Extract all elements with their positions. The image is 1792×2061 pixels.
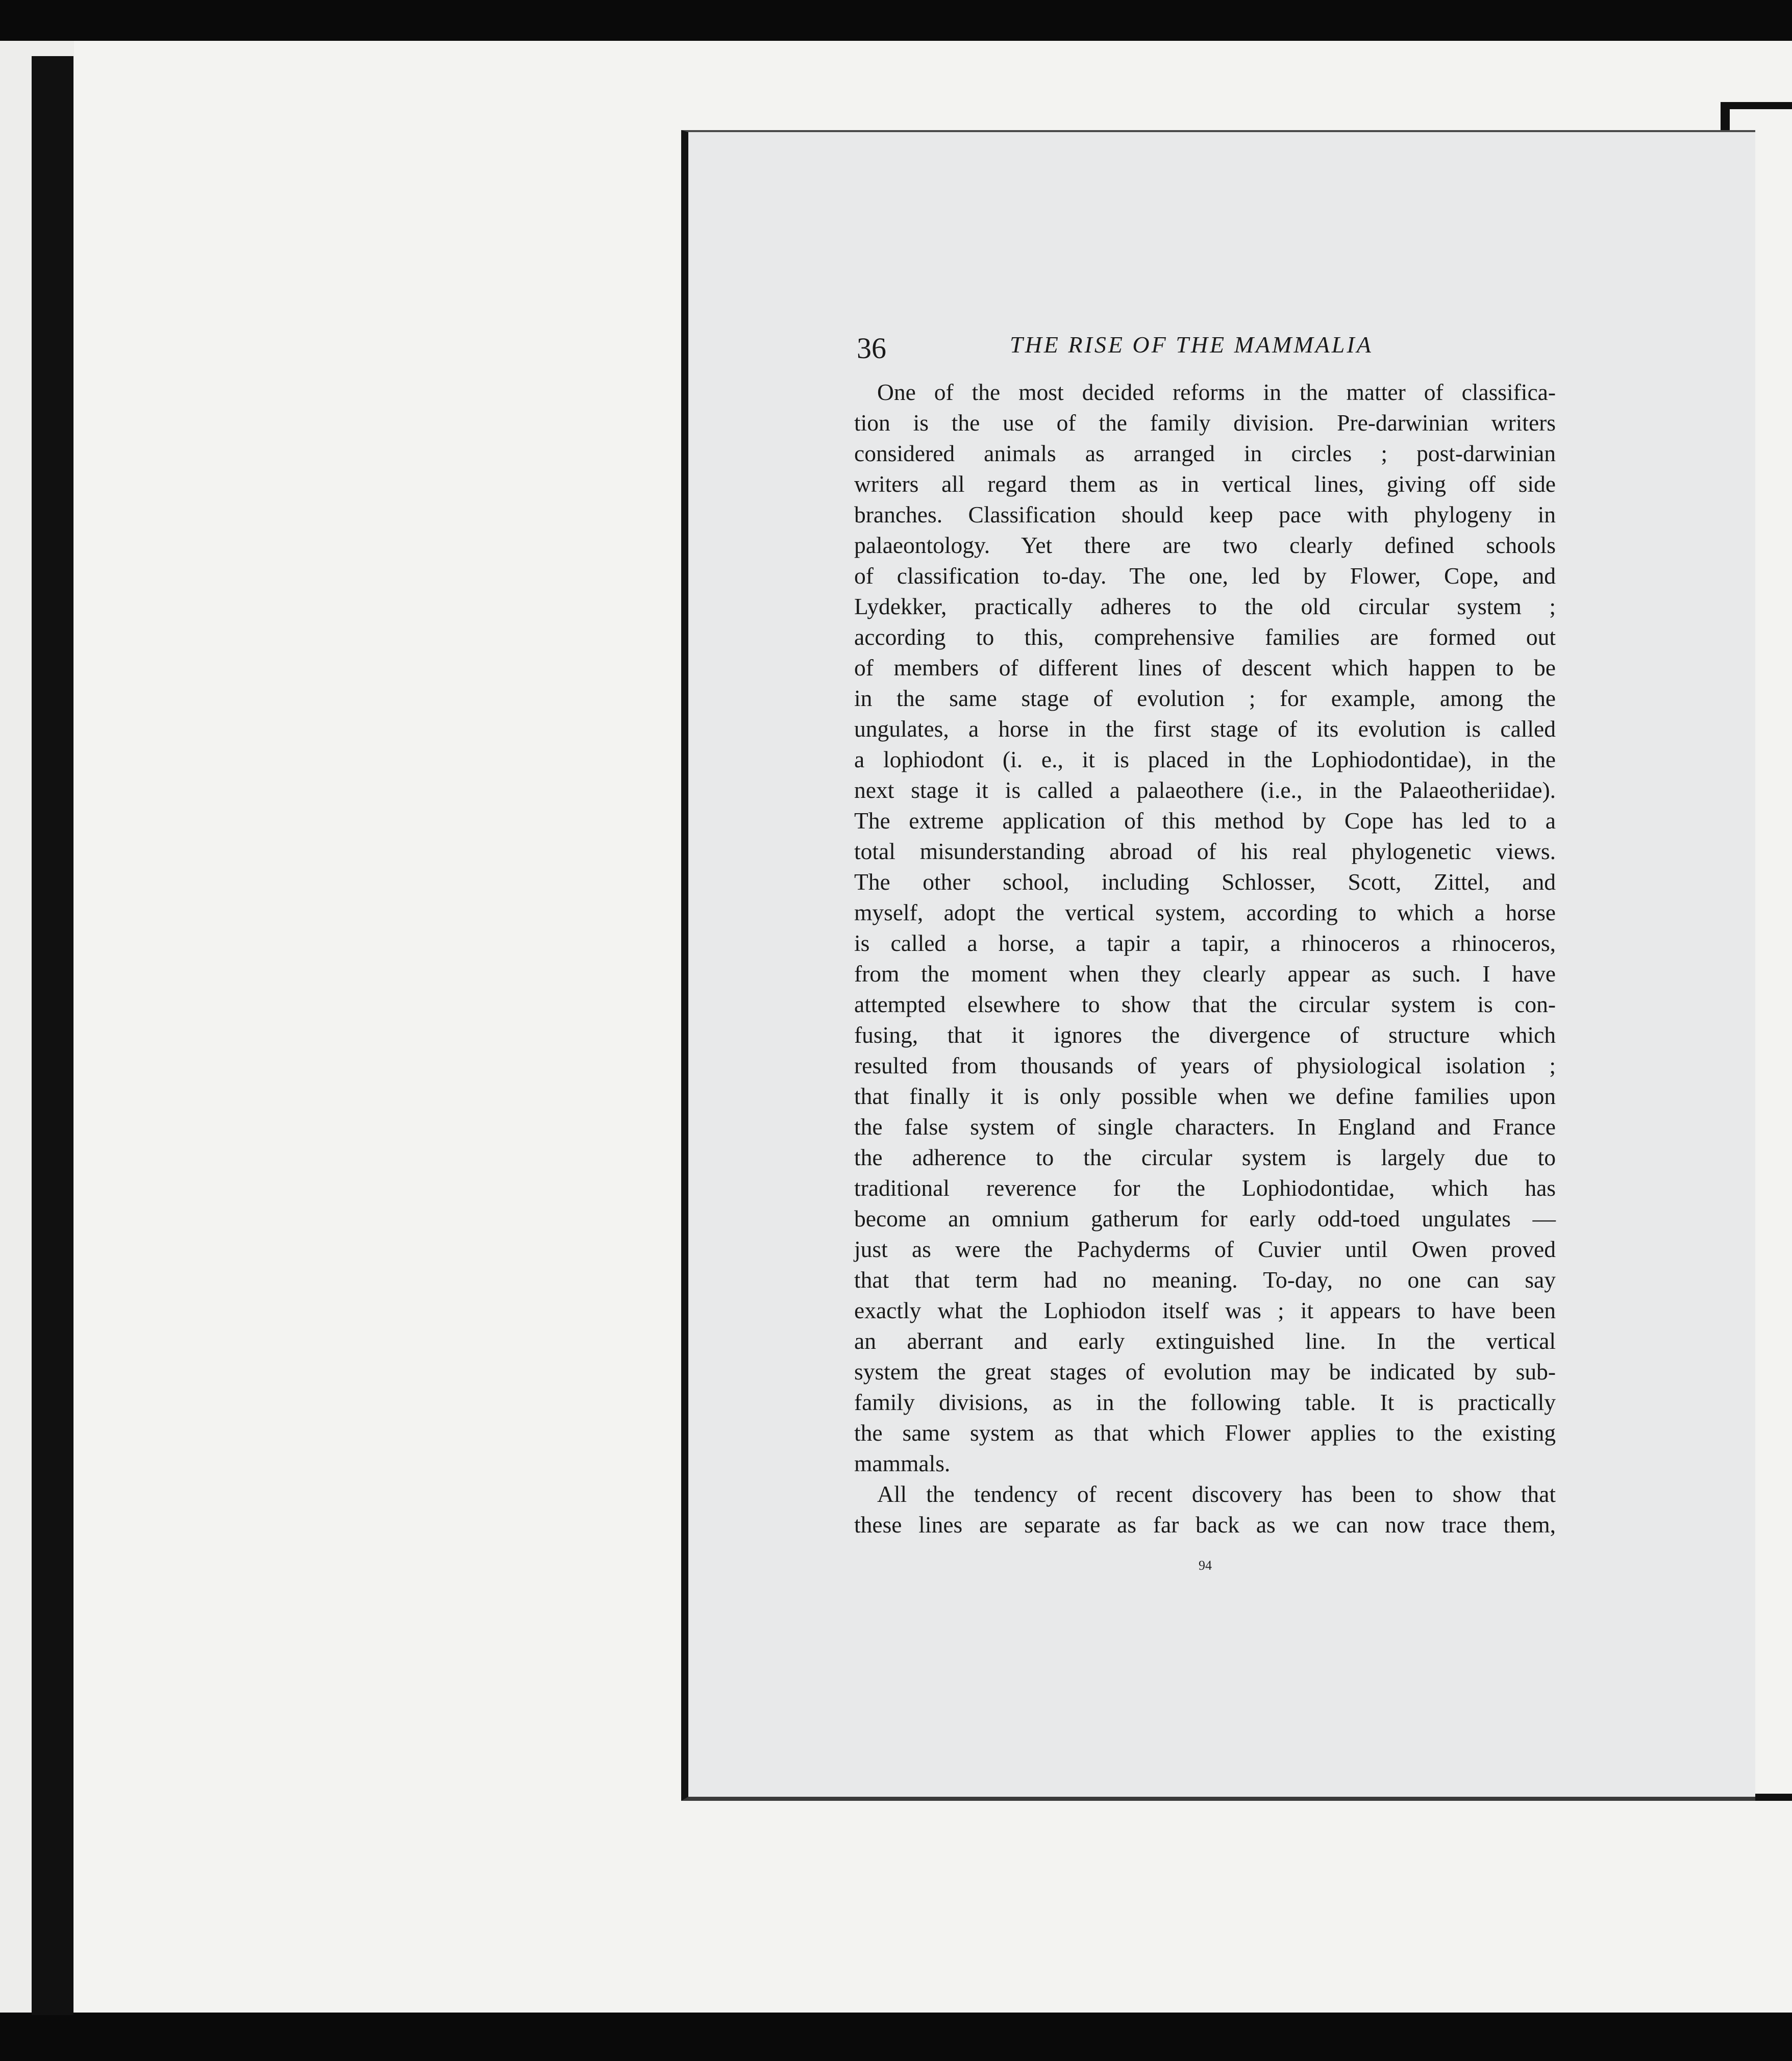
text-line: resulted from thousands of years of physiological isolation ; [854, 1052, 1556, 1078]
text-line: the false system of single characters. In England and France [854, 1114, 1556, 1140]
text-line: just as were the Pachyderms of Cuvier until Owen proved [854, 1236, 1556, 1262]
text-line: family divisions, as in the following table. It is practically [854, 1389, 1556, 1415]
text-line: total misunderstanding abroad of his real phylogenetic views. [854, 838, 1556, 864]
text-line: exactly what the Lophiodon itself was ; it appears to have been [854, 1297, 1556, 1323]
text-line: tion is the use of the family division. Pre-darwinian writers [854, 410, 1556, 436]
left-page-edge [32, 56, 73, 2015]
text-line: according to this, comprehensive families are formed out [854, 624, 1556, 650]
text-line: the adherence to the circular system is largely due to [854, 1144, 1556, 1170]
text-line: from the moment when they clearly appear as such. I have [854, 961, 1556, 987]
running-head [857, 331, 1561, 377]
text-line: considered animals as arranged in circles ; post-darwinian [854, 440, 1556, 466]
text-line: All the tendency of recent discovery has been to show that [877, 1481, 1556, 1507]
running-title: THE RISE OF THE MAMMALIA [1010, 332, 1373, 358]
text-line: in the same stage of evolution ; for example, among the [854, 685, 1556, 711]
folio-number: 94 [1199, 1558, 1212, 1573]
text-line: fusing, that it ignores the divergence of structure which [854, 1022, 1556, 1048]
text-line: The other school, including Schlosser, Scott, Zittel, and [854, 869, 1556, 895]
text-line: that finally it is only possible when we define families upon [854, 1083, 1556, 1109]
text-line: mammals. [854, 1450, 951, 1476]
text-line: an aberrant and early extinguished line. In the vertical [854, 1328, 1556, 1354]
text-line: traditional reverence for the Lophiodontidae, which has [854, 1175, 1556, 1201]
text-line: system the great stages of evolution may be indicated by sub- [854, 1359, 1556, 1385]
text-line: Lydekker, practically adheres to the old circular system ; [854, 593, 1556, 619]
text-line: The extreme application of this method by Cope has led to a [854, 808, 1556, 834]
page-number: 36 [857, 332, 886, 365]
text-line: writers all regard them as in vertical lines, giving off side [854, 471, 1556, 497]
text-line: One of the most decided reforms in the matter of classifica- [877, 379, 1556, 405]
text-line: myself, adopt the vertical system, according to which a horse [854, 899, 1556, 925]
text-line: become an omnium gatherum for early odd-toed ungulates — [854, 1205, 1556, 1231]
text-line: ungulates, a horse in the first stage of its evolution is called [854, 716, 1556, 742]
text-line: of classification to-day. The one, led by Flower, Cope, and [854, 563, 1556, 589]
text-line: attempted elsewhere to show that the circular system is con- [854, 991, 1556, 1017]
text-line: of members of different lines of descent which happen to be [854, 655, 1556, 681]
text-line: that that term had no meaning. To-day, no one can say [854, 1267, 1556, 1293]
text-line: is called a horse, a tapir a tapir, a rhinoceros a rhinoceros, [854, 930, 1556, 956]
text-line: next stage it is called a palaeothere (i.e., in the Palaeotheriidae). [854, 777, 1556, 803]
text-line: a lophiodont (i. e., it is placed in the Lophiodontidae), in the [854, 746, 1556, 772]
book-page [681, 130, 1755, 1801]
text-line: these lines are separate as far back as we can now trace them, [854, 1512, 1556, 1538]
text-line: the same system as that which Flower applies to the existing [854, 1420, 1556, 1446]
body-text [854, 377, 1556, 1540]
text-line: palaeontology. Yet there are two clearly defined schools [854, 532, 1556, 558]
text-line: branches. Classification should keep pace with phylogeny in [854, 501, 1556, 527]
